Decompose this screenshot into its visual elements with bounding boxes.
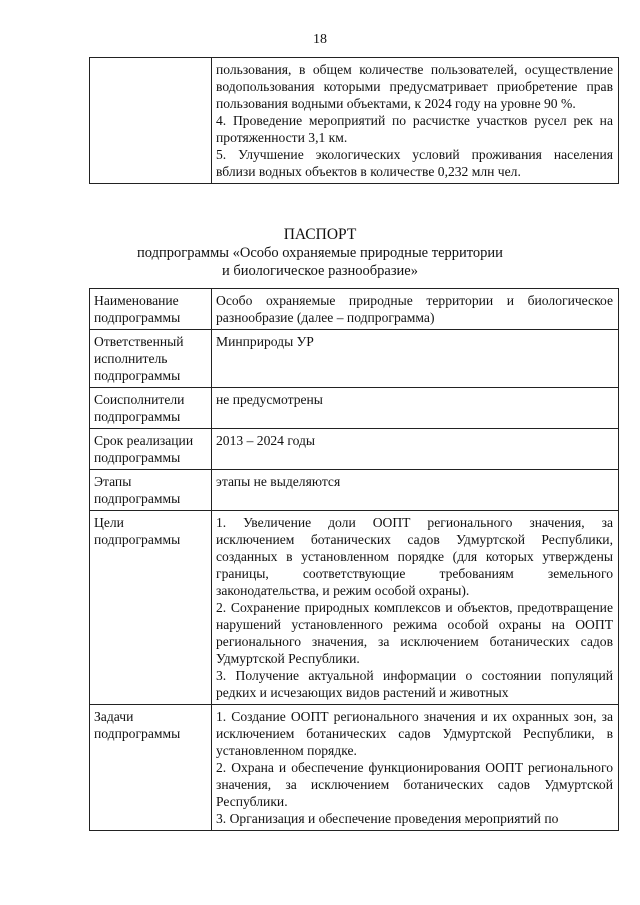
paragraph: не предусмотрены	[216, 392, 323, 407]
paragraph: 3. Получение актуальной информации о состоянии популяций редких и исчезающих видов растений и животных	[216, 668, 613, 700]
passport-title: ПАСПОРТ	[283, 226, 357, 243]
paragraph: пользования, в общем количестве пользователей, осуществление водопользования которыми предусматривает приобретение прав пользования водными объектами, к 2024 году на уровне 90 %.	[216, 62, 613, 111]
row-value	[212, 330, 619, 388]
row-value	[212, 511, 619, 705]
table-row	[90, 330, 619, 388]
paragraph: 4. Проведение мероприятий по расчистке участков русел рек на протяженности 3,1 км.	[216, 113, 613, 145]
table-row	[90, 388, 619, 429]
paragraph: 2. Охрана и обеспечение функционирования ООПТ регионального значения, за исключением ботанических садов Удмуртской Республики.	[216, 760, 613, 809]
table-row	[90, 511, 619, 705]
passport-heading	[0, 226, 640, 280]
paragraph: этапы не выделяются	[216, 474, 341, 489]
row-value	[212, 388, 619, 429]
paragraph: Минприроды УР	[216, 334, 314, 349]
content-cell	[212, 58, 619, 184]
paragraph: 1. Увеличение доли ООПТ регионального значения, за исключением ботанических садов Удмуртской Республики, созданных в установленном порядке (для которых утверждены границы, соответствующие требованиям земельного законодательства, и режим особой охраны).	[216, 515, 613, 598]
row-value	[212, 470, 619, 511]
table-row	[90, 289, 619, 330]
row-label: Этапы подпрограммы	[90, 470, 212, 511]
passport-subtitle-line2: и биологическое разнообразие»	[221, 263, 418, 279]
empty-label-cell	[90, 58, 212, 184]
paragraph: 2. Сохранение природных комплексов и объектов, предотвращение нарушений установленного режима особой охраны на ООПТ регионального значения, за исключением ботанических садов Удмуртской Республики.	[216, 600, 613, 666]
continuation-table	[89, 57, 619, 184]
row-label: Наименование подпрограммы	[90, 289, 212, 330]
paragraph: 5. Улучшение экологических условий проживания населения вблизи водных объектов в количестве 0,232 млн чел.	[216, 147, 613, 179]
page-number: 18	[313, 32, 327, 47]
row-label: Цели подпрограммы	[90, 511, 212, 705]
row-label: Соисполнители подпрограммы	[90, 388, 212, 429]
paragraph: Особо охраняемые природные территории и биологическое разнообразие (далее – подпрограмма)	[216, 293, 613, 325]
row-label: Ответственный исполнитель подпрограммы	[90, 330, 212, 388]
row-value	[212, 429, 619, 470]
table-row	[90, 705, 619, 831]
table-row	[90, 429, 619, 470]
row-label: Задачи подпрограммы	[90, 705, 212, 831]
row-value	[212, 289, 619, 330]
passport-subtitle-line1: подпрограммы «Особо охраняемые природные территории	[137, 245, 503, 261]
paragraph: 3. Организация и обеспечение проведения мероприятий по	[216, 811, 559, 826]
table-row	[90, 58, 619, 184]
paragraph: 1. Создание ООПТ регионального значения и их охранных зон, за исключением ботанических садов Удмуртской Республики, в установленном порядке.	[216, 709, 613, 758]
paragraph: 2013 – 2024 годы	[216, 433, 316, 448]
row-label: Срок реализации подпрограммы	[90, 429, 212, 470]
passport-table	[89, 288, 619, 831]
table-row	[90, 470, 619, 511]
row-value	[212, 705, 619, 831]
